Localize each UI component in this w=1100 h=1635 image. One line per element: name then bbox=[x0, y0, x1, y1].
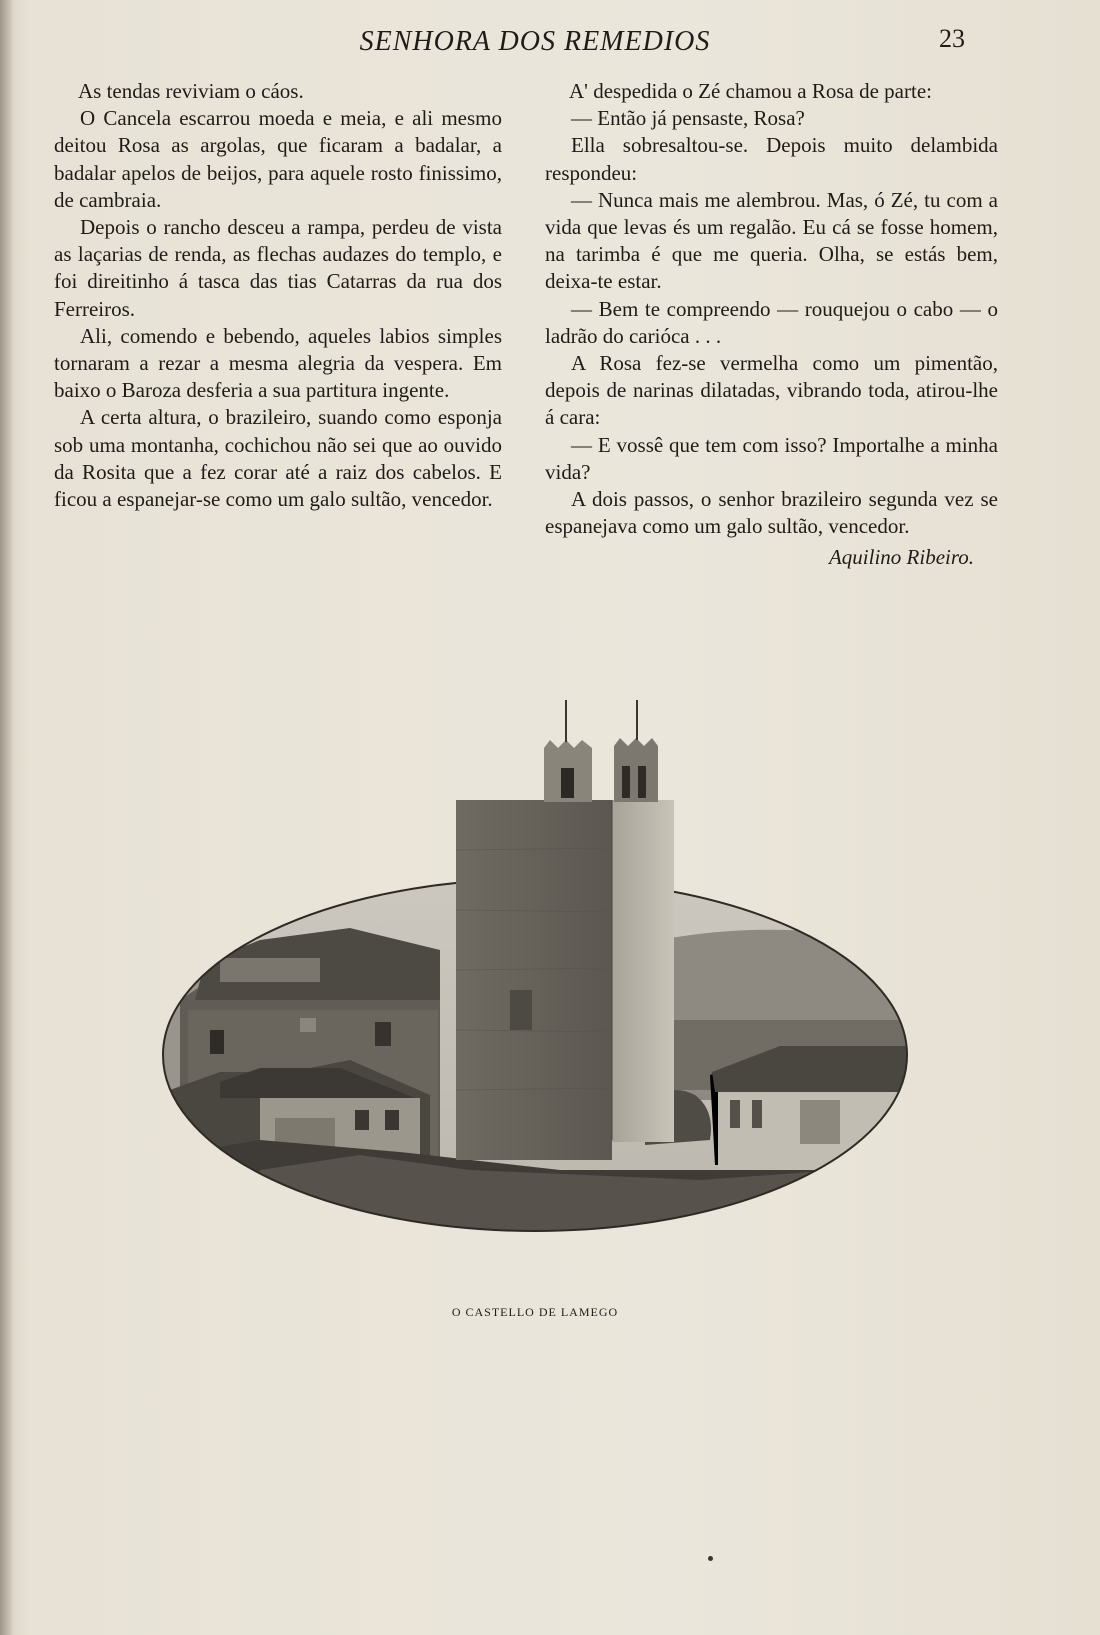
paragraph: — Bem te compreendo — rouquejou o cabo — o ladrão do carióca . . . bbox=[545, 296, 998, 348]
castle-tower bbox=[456, 700, 674, 1160]
page-number: 23 bbox=[939, 24, 965, 53]
photo-caption: O CASTELLO DE LAMEGO bbox=[451, 1305, 619, 1319]
left-column bbox=[54, 78, 502, 513]
running-header: SENHORA DOS REMEDIOS bbox=[359, 26, 711, 57]
ink-speck bbox=[708, 1556, 713, 1561]
paragraph: — E vossê que tem com isso? Importalhe a minha vida? bbox=[545, 432, 998, 484]
paragraph: A certa altura, o brazileiro, suando como esponja sob uma montanha, cochichou não sei que ao ouvido da Rosita que a fez corar até a raiz dos cabelos. E ficou a espanejar-se como um galo sultão, vencedor. bbox=[54, 405, 502, 512]
paragraph: A' despedida o Zé chamou a Rosa de parte: bbox=[569, 79, 932, 103]
castle-photograph bbox=[140, 700, 930, 1290]
paragraph: Depois o rancho desceu a rampa, perdeu de vista as laçarias de renda, as flechas audazes do templo, e foi direitinho á tasca das tias Catarras da rua dos Ferreiros. bbox=[54, 215, 502, 321]
right-column bbox=[545, 78, 998, 572]
paragraph: As tendas reviviam o cáos. bbox=[78, 79, 304, 103]
paragraph: — Então já pensaste, Rosa? bbox=[571, 106, 805, 131]
paragraph: — Nunca mais me alembrou. Mas, ó Zé, tu com a vida que levas és um regalão. Eu cá se fosse homem, na tarimba é que me queria. Olha, se estás bem, deixa-te estar. bbox=[545, 187, 998, 294]
paragraph: A Rosa fez-se vermelha como um pimentão, depois de narinas dilatadas, vibrando toda, atirou-lhe á cara: bbox=[545, 351, 998, 430]
paragraph: A dois passos, o senhor brazileiro segunda vez se espanejava como um galo sultão, vencedor. bbox=[545, 487, 998, 539]
binding-shadow bbox=[0, 0, 14, 1635]
paragraph: Ella sobresaltou-se. Depois muito delambida respondeu: bbox=[545, 133, 998, 185]
paragraph: O Cancela escarrou moeda e meia, e ali mesmo deitou Rosa as argolas, que ficaram a badalar, a badalar apelos de beijos, para aquele rosto finissimo, de cambraia. bbox=[54, 106, 502, 212]
paragraph: Ali, comendo e bebendo, aqueles labios simples tornaram a rezar a mesma alegria da vespera. Em baixo o Baroza desferia a sua partitura ingente. bbox=[54, 323, 502, 403]
author-signature: Aquilino Ribeiro. bbox=[828, 545, 974, 570]
